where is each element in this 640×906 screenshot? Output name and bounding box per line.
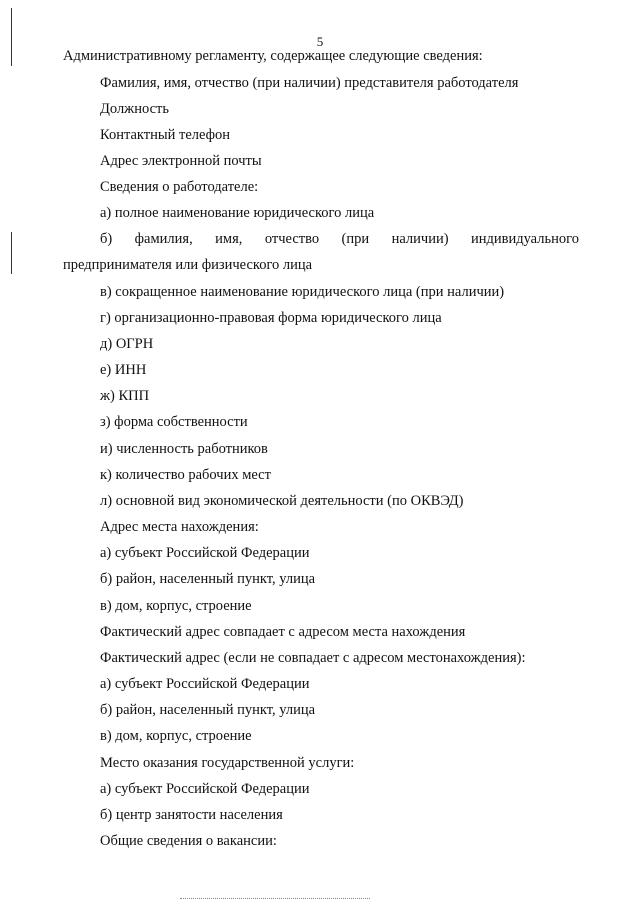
item-actual-building: в) дом, корпус, строение: [100, 728, 252, 744]
item-employee-count: и) численность работников: [100, 441, 268, 457]
justified-word: фамилия,: [134, 231, 193, 247]
footer-rule: [180, 898, 370, 899]
item-employment-center: б) центр занятости населения: [100, 807, 283, 823]
page-number: 5: [316, 34, 324, 49]
item-location-region: а) субъект Российской Федерации: [100, 545, 310, 561]
item-full-name: а) полное наименование юридического лица: [100, 205, 375, 221]
section-vacancy-info: Общие сведения о вакансии:: [100, 833, 277, 849]
justified-word: наличии): [391, 231, 449, 247]
field-actual-address-matches: Фактический адрес совпадает с адресом места нахождения: [100, 624, 466, 640]
field-email: Адрес электронной почты: [100, 153, 262, 169]
item-inn: е) ИНН: [100, 362, 147, 378]
justified-word: имя,: [215, 231, 243, 247]
item-service-region: а) субъект Российской Федерации: [100, 781, 310, 797]
justified-word: б): [100, 231, 113, 247]
justified-word: индивидуального: [470, 231, 579, 247]
item-location-building: в) дом, корпус, строение: [100, 598, 252, 614]
section-location-address: Адрес места нахождения:: [100, 519, 259, 535]
item-kpp: ж) КПП: [100, 388, 150, 404]
item-ownership-form: з) форма собственности: [100, 414, 248, 430]
binding-mark-middle: [11, 232, 12, 274]
section-actual-address: Фактический адрес (если не совпадает с адресом местонахождения):: [100, 650, 526, 666]
item-individual-name-continuation: предпринимателя или физического лица: [63, 257, 313, 273]
section-employer-info: Сведения о работодателе:: [100, 179, 259, 195]
item-short-name: в) сокращенное наименование юридического лица (при наличии): [100, 284, 505, 300]
item-main-activity: л) основной вид экономической деятельности (по ОКВЭД): [100, 493, 464, 509]
item-ogrn: д) ОГРН: [100, 336, 154, 352]
item-location-street: б) район, населенный пункт, улица: [100, 571, 316, 587]
item-workplace-count: к) количество рабочих мест: [100, 467, 271, 483]
justified-word: отчество: [264, 231, 320, 247]
field-representative-name: Фамилия, имя, отчество (при наличии) представителя работодателя: [100, 75, 519, 91]
justified-word: (при: [341, 231, 370, 247]
section-service-location: Место оказания государственной услуги:: [100, 755, 355, 771]
paragraph-continuation: Административному регламенту, содержащее следующие сведения:: [63, 48, 483, 64]
field-position: Должность: [100, 101, 169, 117]
field-contact-phone: Контактный телефон: [100, 127, 231, 143]
item-actual-region: а) субъект Российской Федерации: [100, 676, 310, 692]
item-legal-form: г) организационно-правовая форма юридического лица: [100, 310, 442, 326]
item-actual-street: б) район, населенный пункт, улица: [100, 702, 316, 718]
item-individual-name-line: [100, 230, 579, 248]
